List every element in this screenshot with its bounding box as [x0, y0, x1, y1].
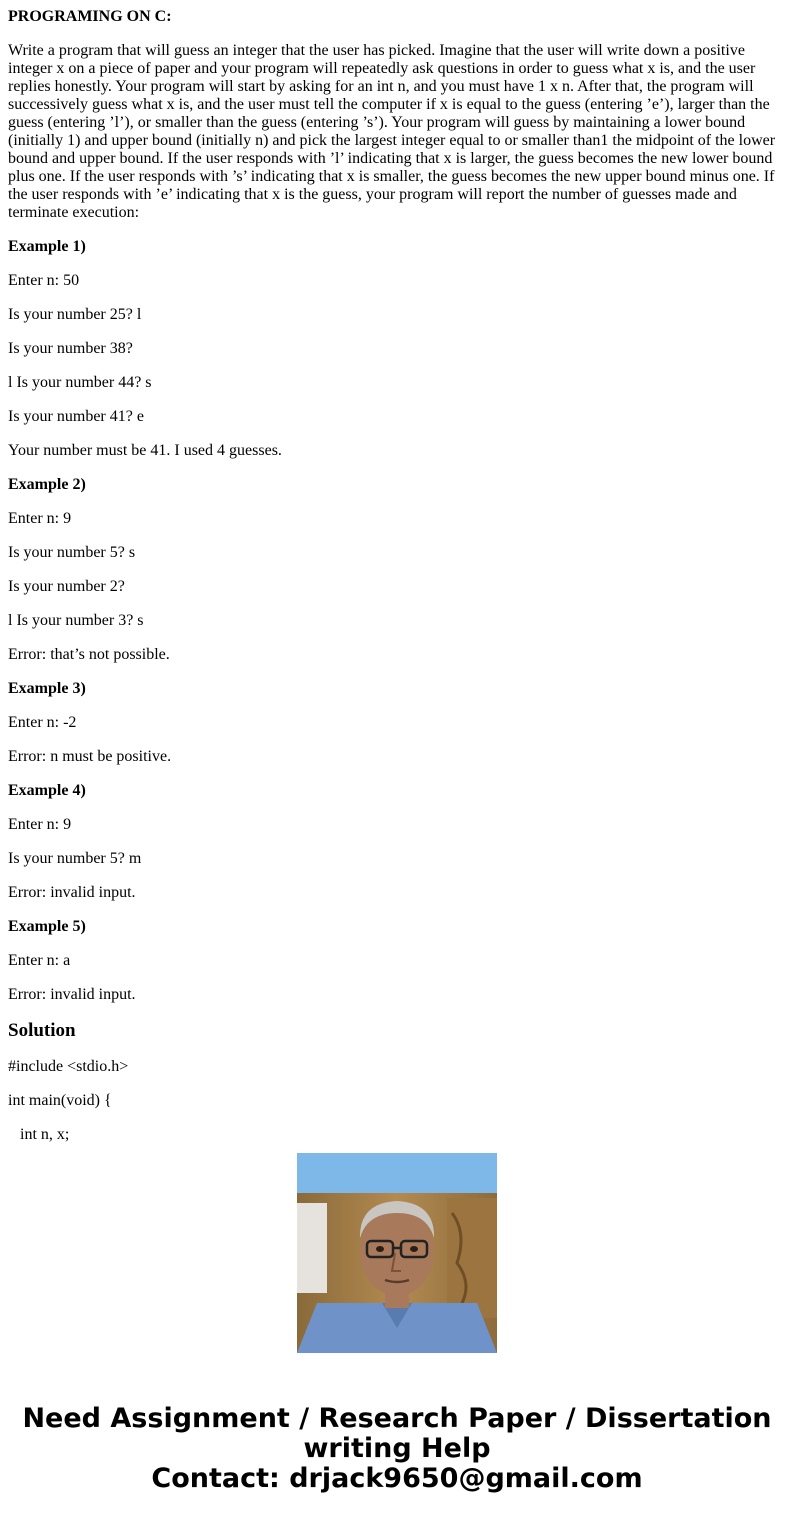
example-heading: Example 1) [8, 238, 86, 255]
solution-heading: Solution [8, 1020, 76, 1041]
example-line: Is your number 41? e [8, 408, 144, 425]
example-line: Enter n: a [8, 952, 71, 969]
example-line: Enter n: -2 [8, 714, 77, 731]
example-line: Enter n: 9 [8, 816, 72, 833]
document-content [8, 8, 778, 1143]
example-heading: Example 3) [8, 680, 86, 697]
author-photo-icon [297, 1153, 497, 1353]
promo-line: writing Help [303, 1433, 491, 1464]
example-line: Enter n: 9 [8, 510, 72, 527]
example-heading: Example 5) [8, 918, 86, 935]
example-heading: Example 4) [8, 782, 86, 799]
promo-banner [0, 1404, 794, 1494]
example-line: Enter n: 50 [8, 272, 80, 289]
example-line: l Is your number 3? s [8, 612, 144, 629]
example-line: Error: n must be positive. [8, 748, 172, 765]
code-line: #include <stdio.h> [8, 1058, 129, 1075]
problem-statement: Write a program that will guess an integer that the user has picked. Imagine that the user will write down a positive integer x on a piece of paper and your program will repeatedly ask questions in order to guess what x is, and the user replies honestly. Your program will start by asking for an int n, and you must have 1 x n. After that, the program will successively guess what x is, and the user must tell the computer if x is equal to the guess (entering ’e’), larger than the guess (entering ’l’), or smaller than the guess (entering ’s’). Your program will guess by maintaining a lower bound (initially 1) and upper bound (initially n) and pick the largest integer equal to or smaller than1 the midpoint of the lower bound and upper bound. If the user responds with ’l’ indicating that x is larger, the guess becomes the new lower bound plus one. If the user responds with ’s’ indicating that x is smaller, the guess becomes the new upper bound minus one. If the user responds with ’e’ indicating that x is the guess, your program will report the number of guesses made and terminate execution: [8, 42, 776, 221]
code-line: int main(void) { [8, 1092, 112, 1109]
example-line: l Is your number 44? s [8, 374, 152, 391]
promo-line: Need Assignment / Research Paper / Dissertation [22, 1403, 772, 1434]
promo-contact: Contact: drjack9650@gmail.com [151, 1463, 643, 1494]
example-line: Error: invalid input. [8, 986, 136, 1003]
example-line: Error: that’s not possible. [8, 646, 170, 663]
example-line: Your number must be 41. I used 4 guesses. [8, 442, 282, 459]
document-title: PROGRAMING ON C: [8, 8, 172, 25]
example-heading: Example 2) [8, 476, 86, 493]
example-line: Is your number 25? l [8, 306, 142, 323]
example-line: Is your number 2? [8, 578, 125, 595]
example-line: Is your number 5? m [8, 850, 142, 867]
code-line: int n, x; [8, 1126, 70, 1143]
example-line: Is your number 5? s [8, 544, 136, 561]
example-line: Is your number 38? [8, 340, 133, 357]
example-line: Error: invalid input. [8, 884, 136, 901]
